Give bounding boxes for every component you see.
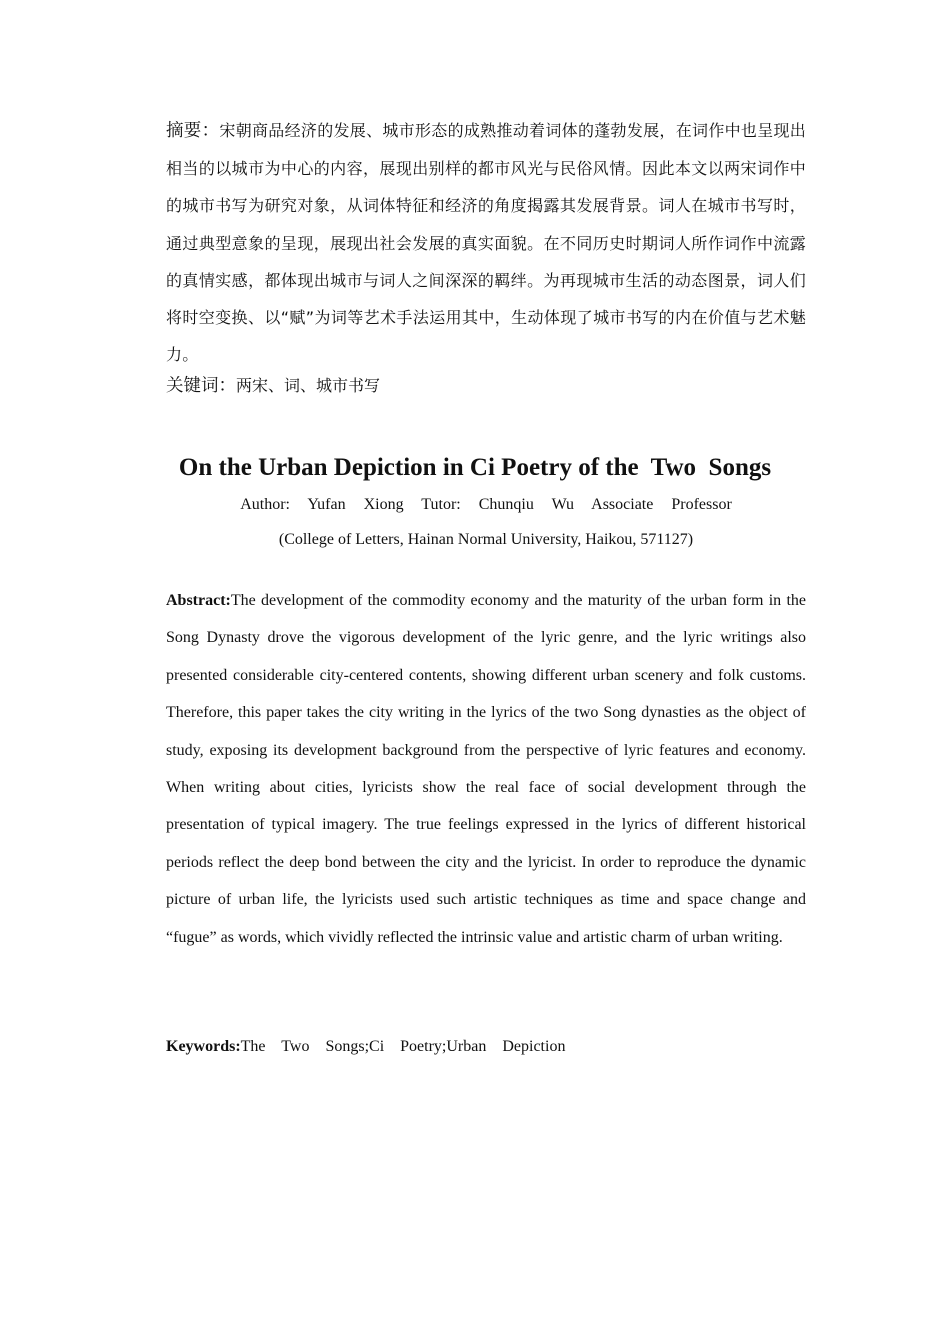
chinese-keywords-text: 两宋、词、城市书写 xyxy=(236,376,381,395)
chinese-abstract-text: 宋朝商品经济的发展、城市形态的成熟推动着词体的蓬勃发展，在词作中也呈现出相当的以城市为中心的内容，展现出别样的都市风光与民俗风情。因此本文以两宋词作中的城市书写为研究对象，从词体特征和经济的角度揭露其发展背景。词人在城市书写时，通过典型意象的呈现，展现出社会发展的真实面貌。在不同历史时期词人所作词作中流露的真情实感，都体现出城市与词人之间深深的羁绊。为再现城市生活的动态图景，词人们将时空变换、以“赋”为词等艺术手法运用其中，生动体现了城市书写的内在价值与艺术魅力。 xyxy=(166,121,807,365)
chinese-keywords-label: 关键词： xyxy=(166,376,236,396)
chinese-abstract xyxy=(166,112,806,373)
english-abstract-label: Abstract: xyxy=(166,592,231,609)
affiliation-line: (College of Letters, Hainan Normal University, Haikou, 571127) xyxy=(278,531,694,548)
english-abstract-text: The development of the commodity economy and the maturity of the urban form in the Song Dynasty drove the vigorous development of the lyric genre, and the lyric writings also presented considerable city-centered contents, showing different urban scenery and folk customs. Therefore, this paper takes the city writing in the lyrics of the two Song dynasties as the object of study, exposing its development background from the perspective of lyric features and economy. When writing about cities, lyricists show the real face of social development through the presentation of typical imagery. The true feelings expressed in the lyrics of different historical periods reflect the deep bond between the city and the lyricist. In order to reproduce the dynamic picture of urban life, the lyricists used such artistic techniques as time and space change and “fugue” as words, which vividly reflected the intrinsic value and artistic charm of urban writing. xyxy=(166,592,806,946)
english-title: On the Urban Depiction in Ci Poetry of the Two Songs xyxy=(178,454,772,481)
chinese-abstract-label: 摘要： xyxy=(166,121,220,141)
english-keywords-text: The Two Songs;Ci Poetry;Urban Depiction xyxy=(240,1038,566,1055)
english-keywords-label: Keywords: xyxy=(166,1038,241,1055)
english-keywords xyxy=(166,1033,806,1061)
english-abstract xyxy=(166,582,806,956)
chinese-keywords xyxy=(166,372,806,400)
author-line: Author: Yufan Xiong Tutor: Chunqiu Wu Associate Professor xyxy=(240,496,732,513)
